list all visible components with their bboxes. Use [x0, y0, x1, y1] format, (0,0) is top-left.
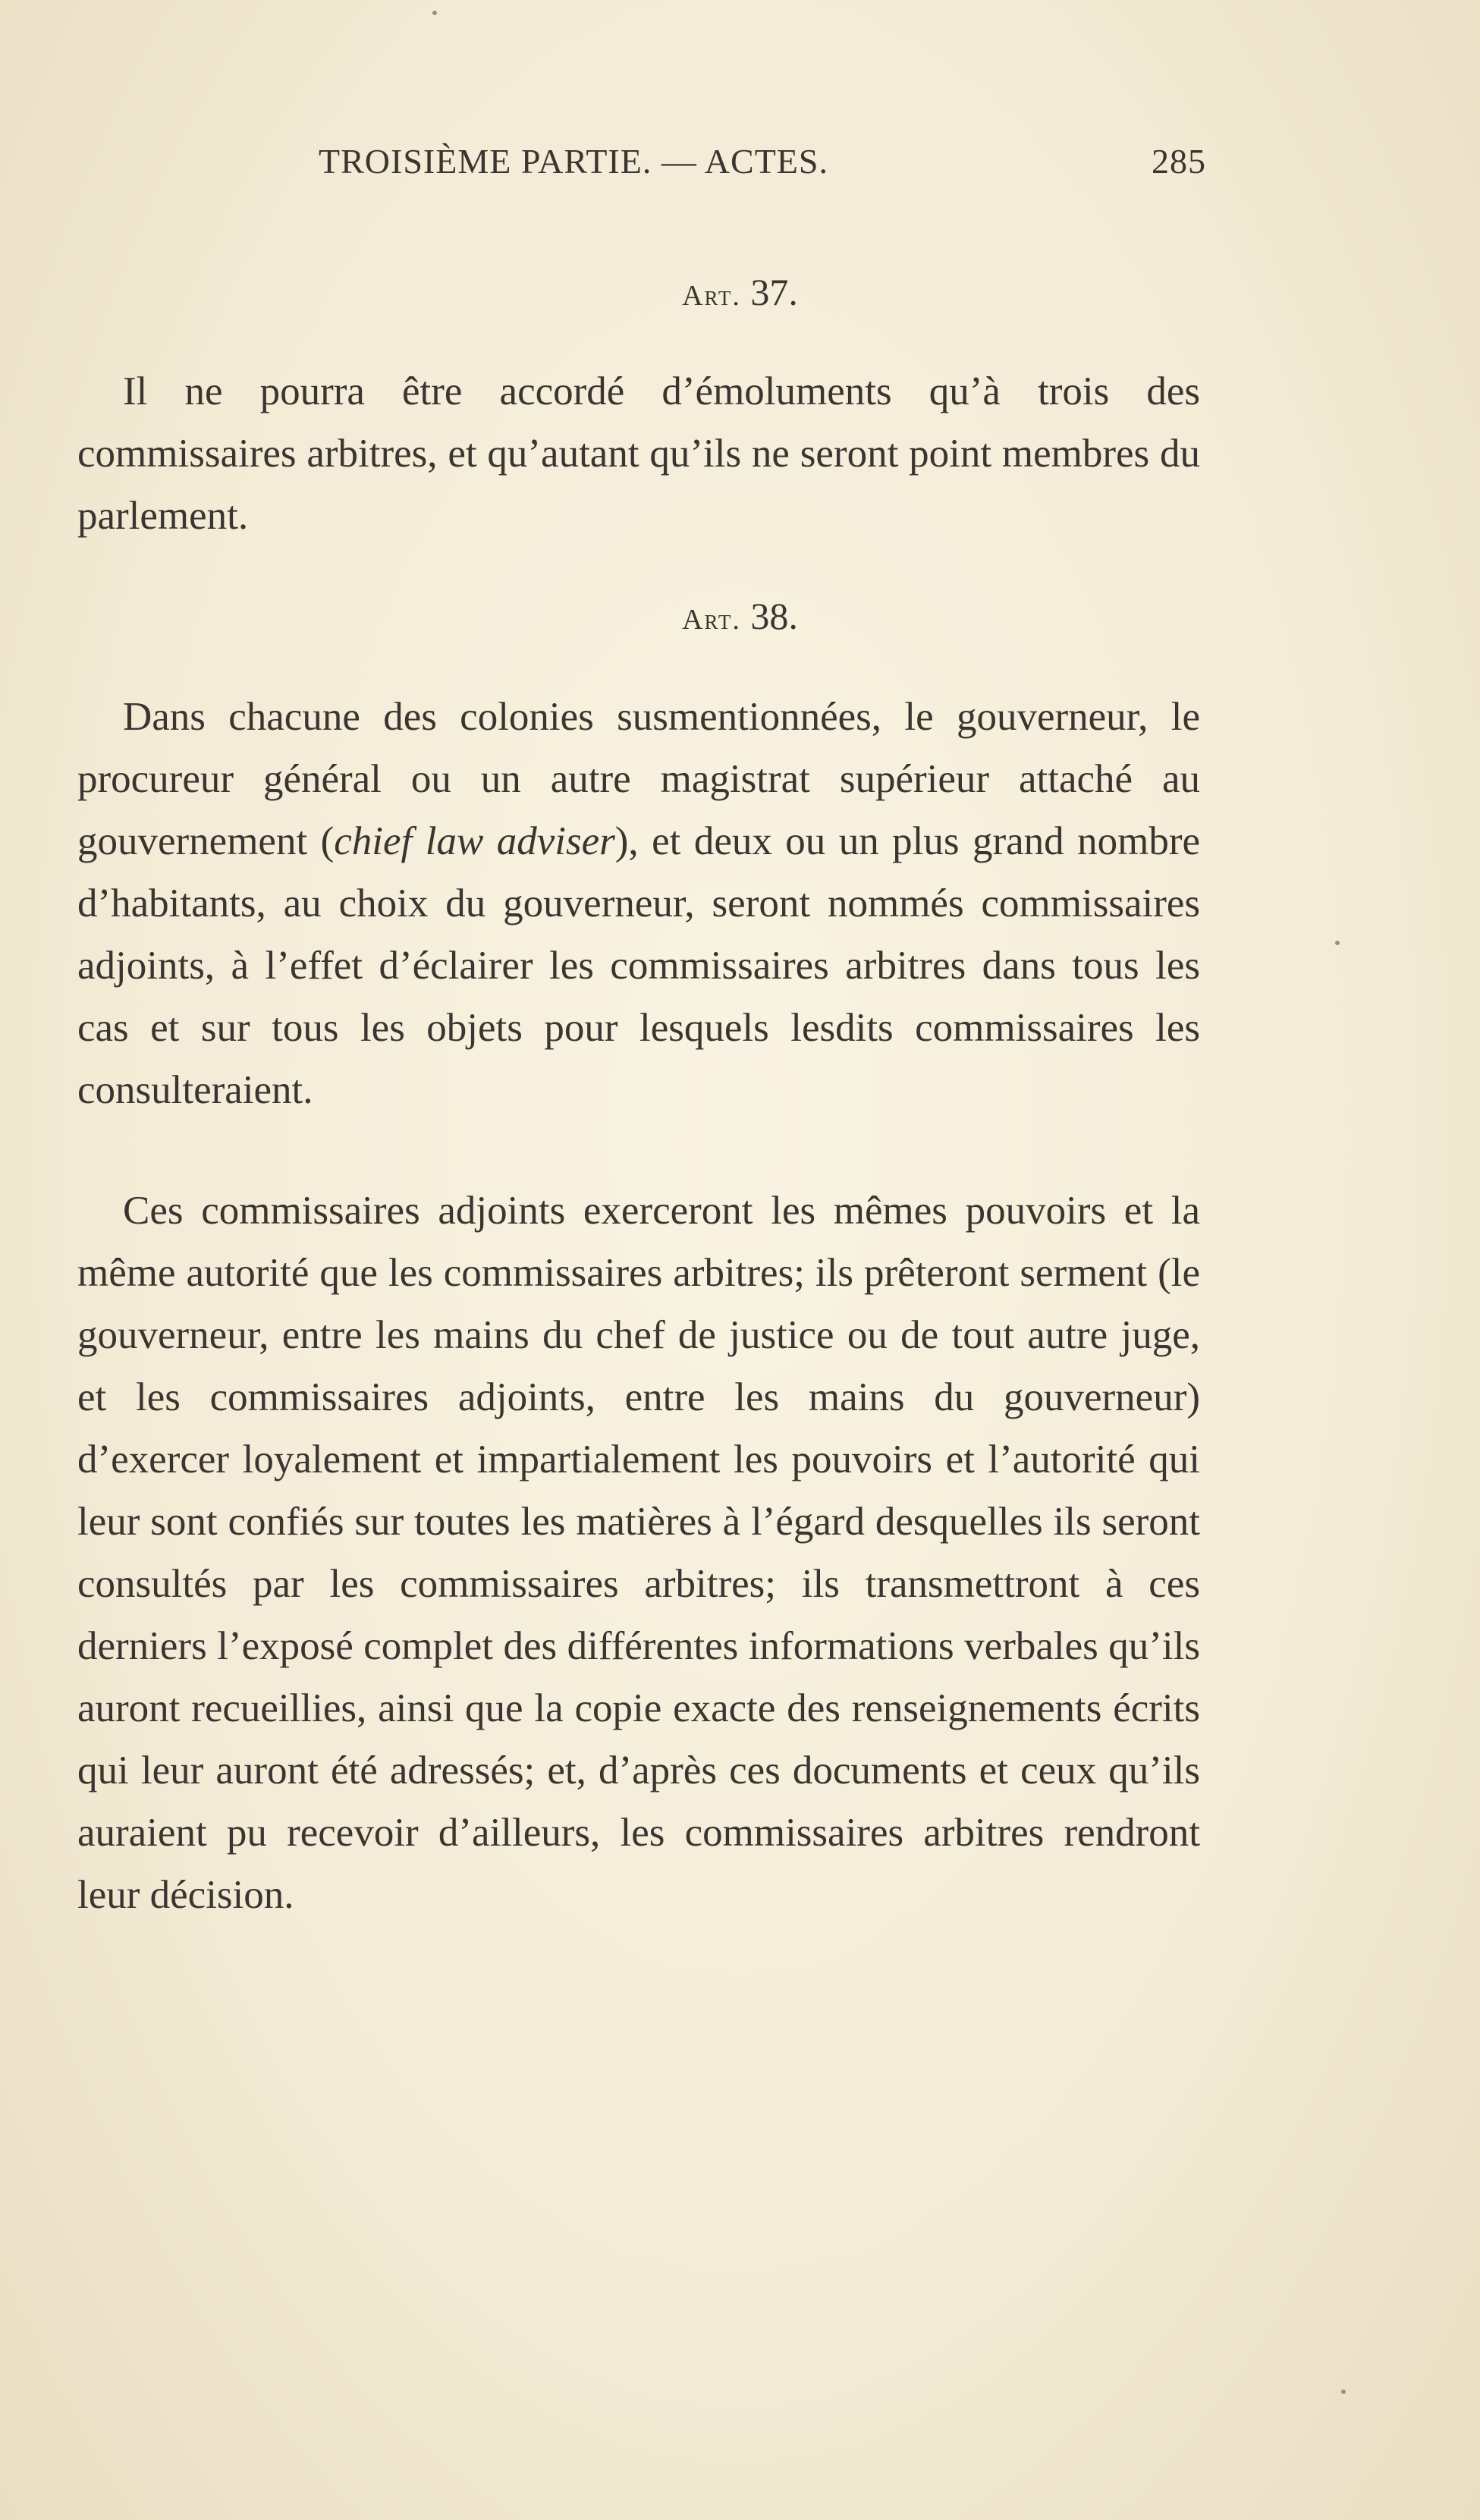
- article-number: 38.: [750, 595, 798, 637]
- article-38-heading: [0, 594, 1480, 638]
- paper-speck: [1335, 941, 1340, 945]
- paper-speck: [432, 11, 437, 15]
- article-abbrev: Art.: [682, 604, 741, 636]
- page-number: 285: [1152, 142, 1206, 181]
- paragraph-text: ), et deux ou un plus grand nombre d’habitants, au choix du gouverneur, seront nommés commissaires adjoints, à l’effet d’éclairer les commissaires arbitres dans tous les cas et sur tous les objets pour lesquels lesdits commissaires les consulteraient.: [77, 819, 1200, 1112]
- article-37-heading: [0, 270, 1480, 314]
- article-38-paragraph-2: Ces commissaires adjoints exerceront les mêmes pouvoirs et la même autorité que les commissaires arbitres; ils prêteront serment (le gouverneur, entre les mains du chef de justice ou de tout autre juge, et les commissaires adjoints, entre les mains du gouverneur) d’exercer loyalement et impartialement les pouvoirs et l’autorité qui leur sont confiés sur toutes les matières à l’égard desquelles ils seront consultés par les commissaires arbitres; ils transmettront à ces derniers l’exposé complet des différentes informations verbales qu’ils auront recueillies, ainsi que la copie exacte des renseignements écrits qui leur auront été adressés; et, d’après ces documents et ceux qu’ils auraient pu recevoir d’ailleurs, les commissaires arbitres rendront leur décision.: [77, 1189, 1200, 1917]
- paper-speck: [1341, 2390, 1346, 2394]
- italic-term: chief law adviser: [334, 819, 615, 863]
- article-37-paragraph: Il ne pourra être accordé d’émoluments qu’à trois des commissaires arbitres, et qu’autant qu’ils ne seront point membres du parlement.: [77, 369, 1200, 538]
- running-title: TROISIÈME PARTIE. — ACTES.: [319, 142, 828, 181]
- article-abbrev: Art.: [682, 280, 741, 312]
- article-number: 37.: [750, 271, 798, 313]
- running-header: [319, 137, 1229, 190]
- article-38-paragraph-1: [77, 686, 1200, 1121]
- paragraph-text: Dans chacune des colonies susmentionnées, le gouverneur, le procureur général ou un autre magistrat supérieur attaché au gouvernement (: [77, 695, 1200, 863]
